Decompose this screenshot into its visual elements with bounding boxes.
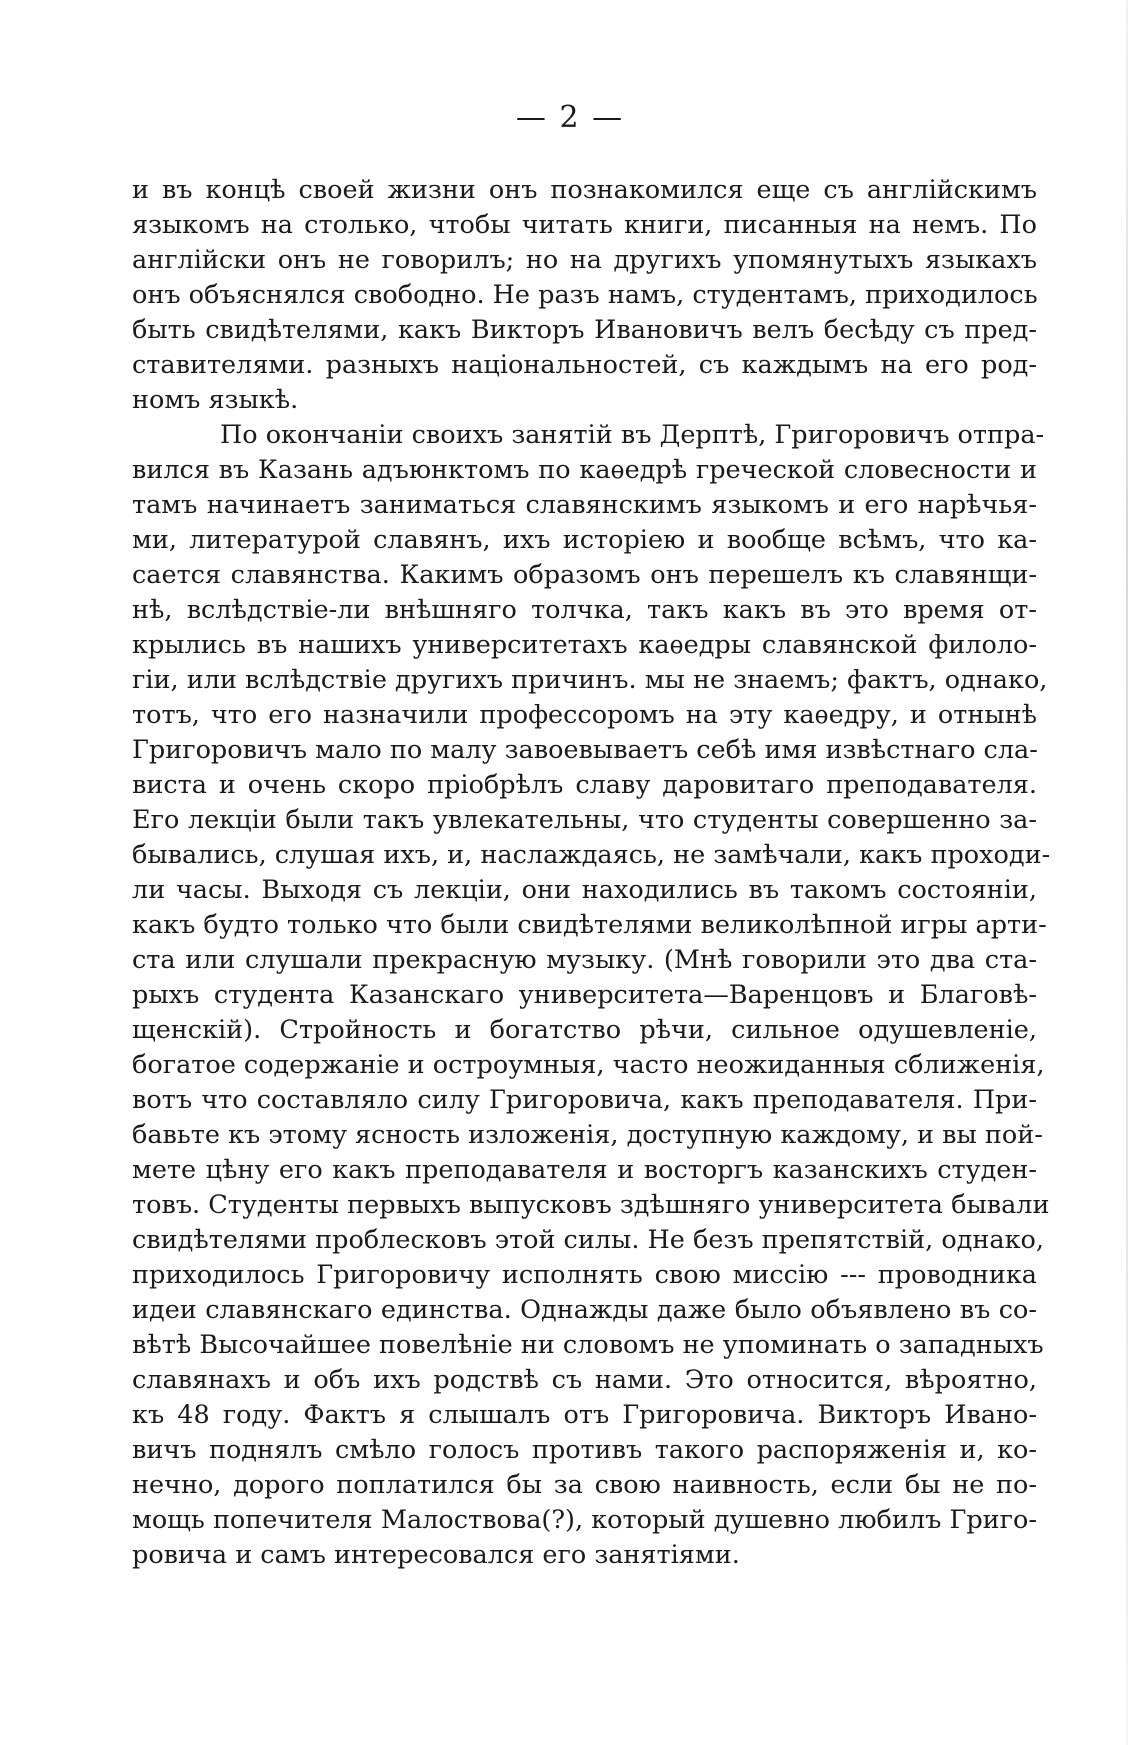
text-line: рыхъ студента Казанскаго университета—Варенцовъ и Благовѣ- — [132, 980, 1037, 1010]
text-line: идеи славянскаго единства. Однажды даже было объявлено въ со- — [132, 1295, 1037, 1325]
text-line: товъ. Студенты первыхъ выпусковъ здѣшняго университета бывали — [132, 1190, 1050, 1220]
text-line: ста или слушали прекрасную музыку. (Мнѣ говорили это два ста- — [132, 945, 1037, 975]
text-line: вился въ Казань адъюнктомъ по каѳедрѣ греческой словесности и — [132, 455, 1037, 485]
text-line: ставителями. разныхъ національностей, съ каждымъ на его род- — [132, 350, 1037, 380]
text-line: гіи, или вслѣдствіе другихъ причинъ. мы не знаемъ; фактъ, однако, — [132, 665, 1048, 695]
page-number: — 2 — — [515, 100, 625, 135]
paragraph-1 — [132, 173, 1037, 418]
text-line: бывались, слушая ихъ, и, наслаждаясь, не замѣчали, какъ проходи- — [132, 840, 1051, 870]
text-line: и въ концѣ своей жизни онъ познакомился еще съ англійскимъ — [132, 175, 1037, 205]
text-line: ми, литературой славянъ, ихъ исторіею и вообще всѣмъ, что ка- — [132, 525, 1037, 555]
text-line: приходилось Григоровичу исполнять свою миссію --- проводника — [132, 1260, 1037, 1290]
text-line: англійски онъ не говорилъ; но на другихъ упомянутыхъ языкахъ — [132, 245, 1037, 275]
text-line: вичъ поднялъ смѣло голосъ противъ такого распоряженія и, ко- — [132, 1435, 1037, 1465]
text-line: вѣтѣ Высочайшее повелѣніе ни словомъ не упоминать о западныхъ — [132, 1330, 1044, 1360]
text-line: крылись въ нашихъ университетахъ каѳедры славянской филоло- — [132, 630, 1037, 660]
text-line: щенскій). Стройность и богатство рѣчи, сильное одушевленіе, — [132, 1015, 1037, 1045]
text-line: мощь попечителя Малоствова(?), который душевно любилъ Григо- — [132, 1505, 1037, 1535]
text-line: тотъ, что его назначили профессоромъ на эту каѳедру, и отнынѣ — [132, 700, 1037, 730]
text-line: славянахъ и объ ихъ родствѣ съ нами. Это относится, вѣроятно, — [132, 1365, 1037, 1395]
text-line: къ 48 году. Фактъ я слышалъ отъ Григоровича. Викторъ Ивано- — [132, 1400, 1037, 1430]
text-line: нѣ, вслѣдствіе-ли внѣшняго толчка, такъ какъ въ это время от- — [132, 595, 1037, 625]
text-line: номъ языкѣ. — [132, 385, 299, 415]
text-line: онъ объяснялся свободно. Не разъ намъ, студентамъ, приходилось — [132, 280, 1038, 310]
text-line: тамъ начинаетъ заниматься славянскимъ языкомъ и его нарѣчья- — [132, 490, 1037, 520]
text-line: виста и очень скоро пріобрѣлъ славу даровитаго преподавателя. — [132, 770, 1037, 800]
text-line: Его лекціи были такъ увлекательны, что студенты совершенно за- — [132, 805, 1037, 835]
text-line: быть свидѣтелями, какъ Викторъ Ивановичъ велъ бесѣду съ пред- — [132, 315, 1037, 345]
text-line: богатое содержаніе и остроумныя, часто неожиданныя сближенія, — [132, 1050, 1045, 1080]
text-line: сается славянства. Какимъ образомъ онъ перешелъ къ славянщи- — [132, 560, 1037, 590]
text-line: ли часы. Выходя съ лекціи, они находились въ такомъ состояніи, — [132, 875, 1037, 905]
text-line: вотъ что составляло силу Григоровича, какъ преподавателя. При- — [132, 1085, 1037, 1115]
text-line: Григоровичъ мало по малу завоевываетъ себѣ имя извѣстнаго сла- — [132, 735, 1038, 765]
page-edge-shadow — [1126, 0, 1128, 1745]
text-line: нечно, дорого поплатился бы за свою наивность, если бы не по- — [132, 1470, 1037, 1500]
text-line: ровича и самъ интересовался его занятіями. — [132, 1540, 740, 1570]
paragraph-2 — [132, 418, 1051, 1573]
body-text — [132, 173, 1051, 1573]
text-line: мете цѣну его какъ преподавателя и восторгъ казанскихъ студен- — [132, 1155, 1037, 1185]
text-line: По окончаніи своихъ занятій въ Дерптѣ, Григоровичъ отпра- — [220, 420, 1045, 450]
text-line: какъ будто только что были свидѣтелями великолѣпной игры арти- — [132, 910, 1047, 940]
text-line: языкомъ на столько, чтобы читать книги, писанныя на немъ. По — [132, 210, 1037, 240]
text-line: бавьте къ этому ясность изложенія, доступную каждому, и вы пой- — [132, 1120, 1043, 1150]
text-line: свидѣтелями проблесковъ этой силы. Не безъ препятствій, однако, — [132, 1225, 1044, 1255]
